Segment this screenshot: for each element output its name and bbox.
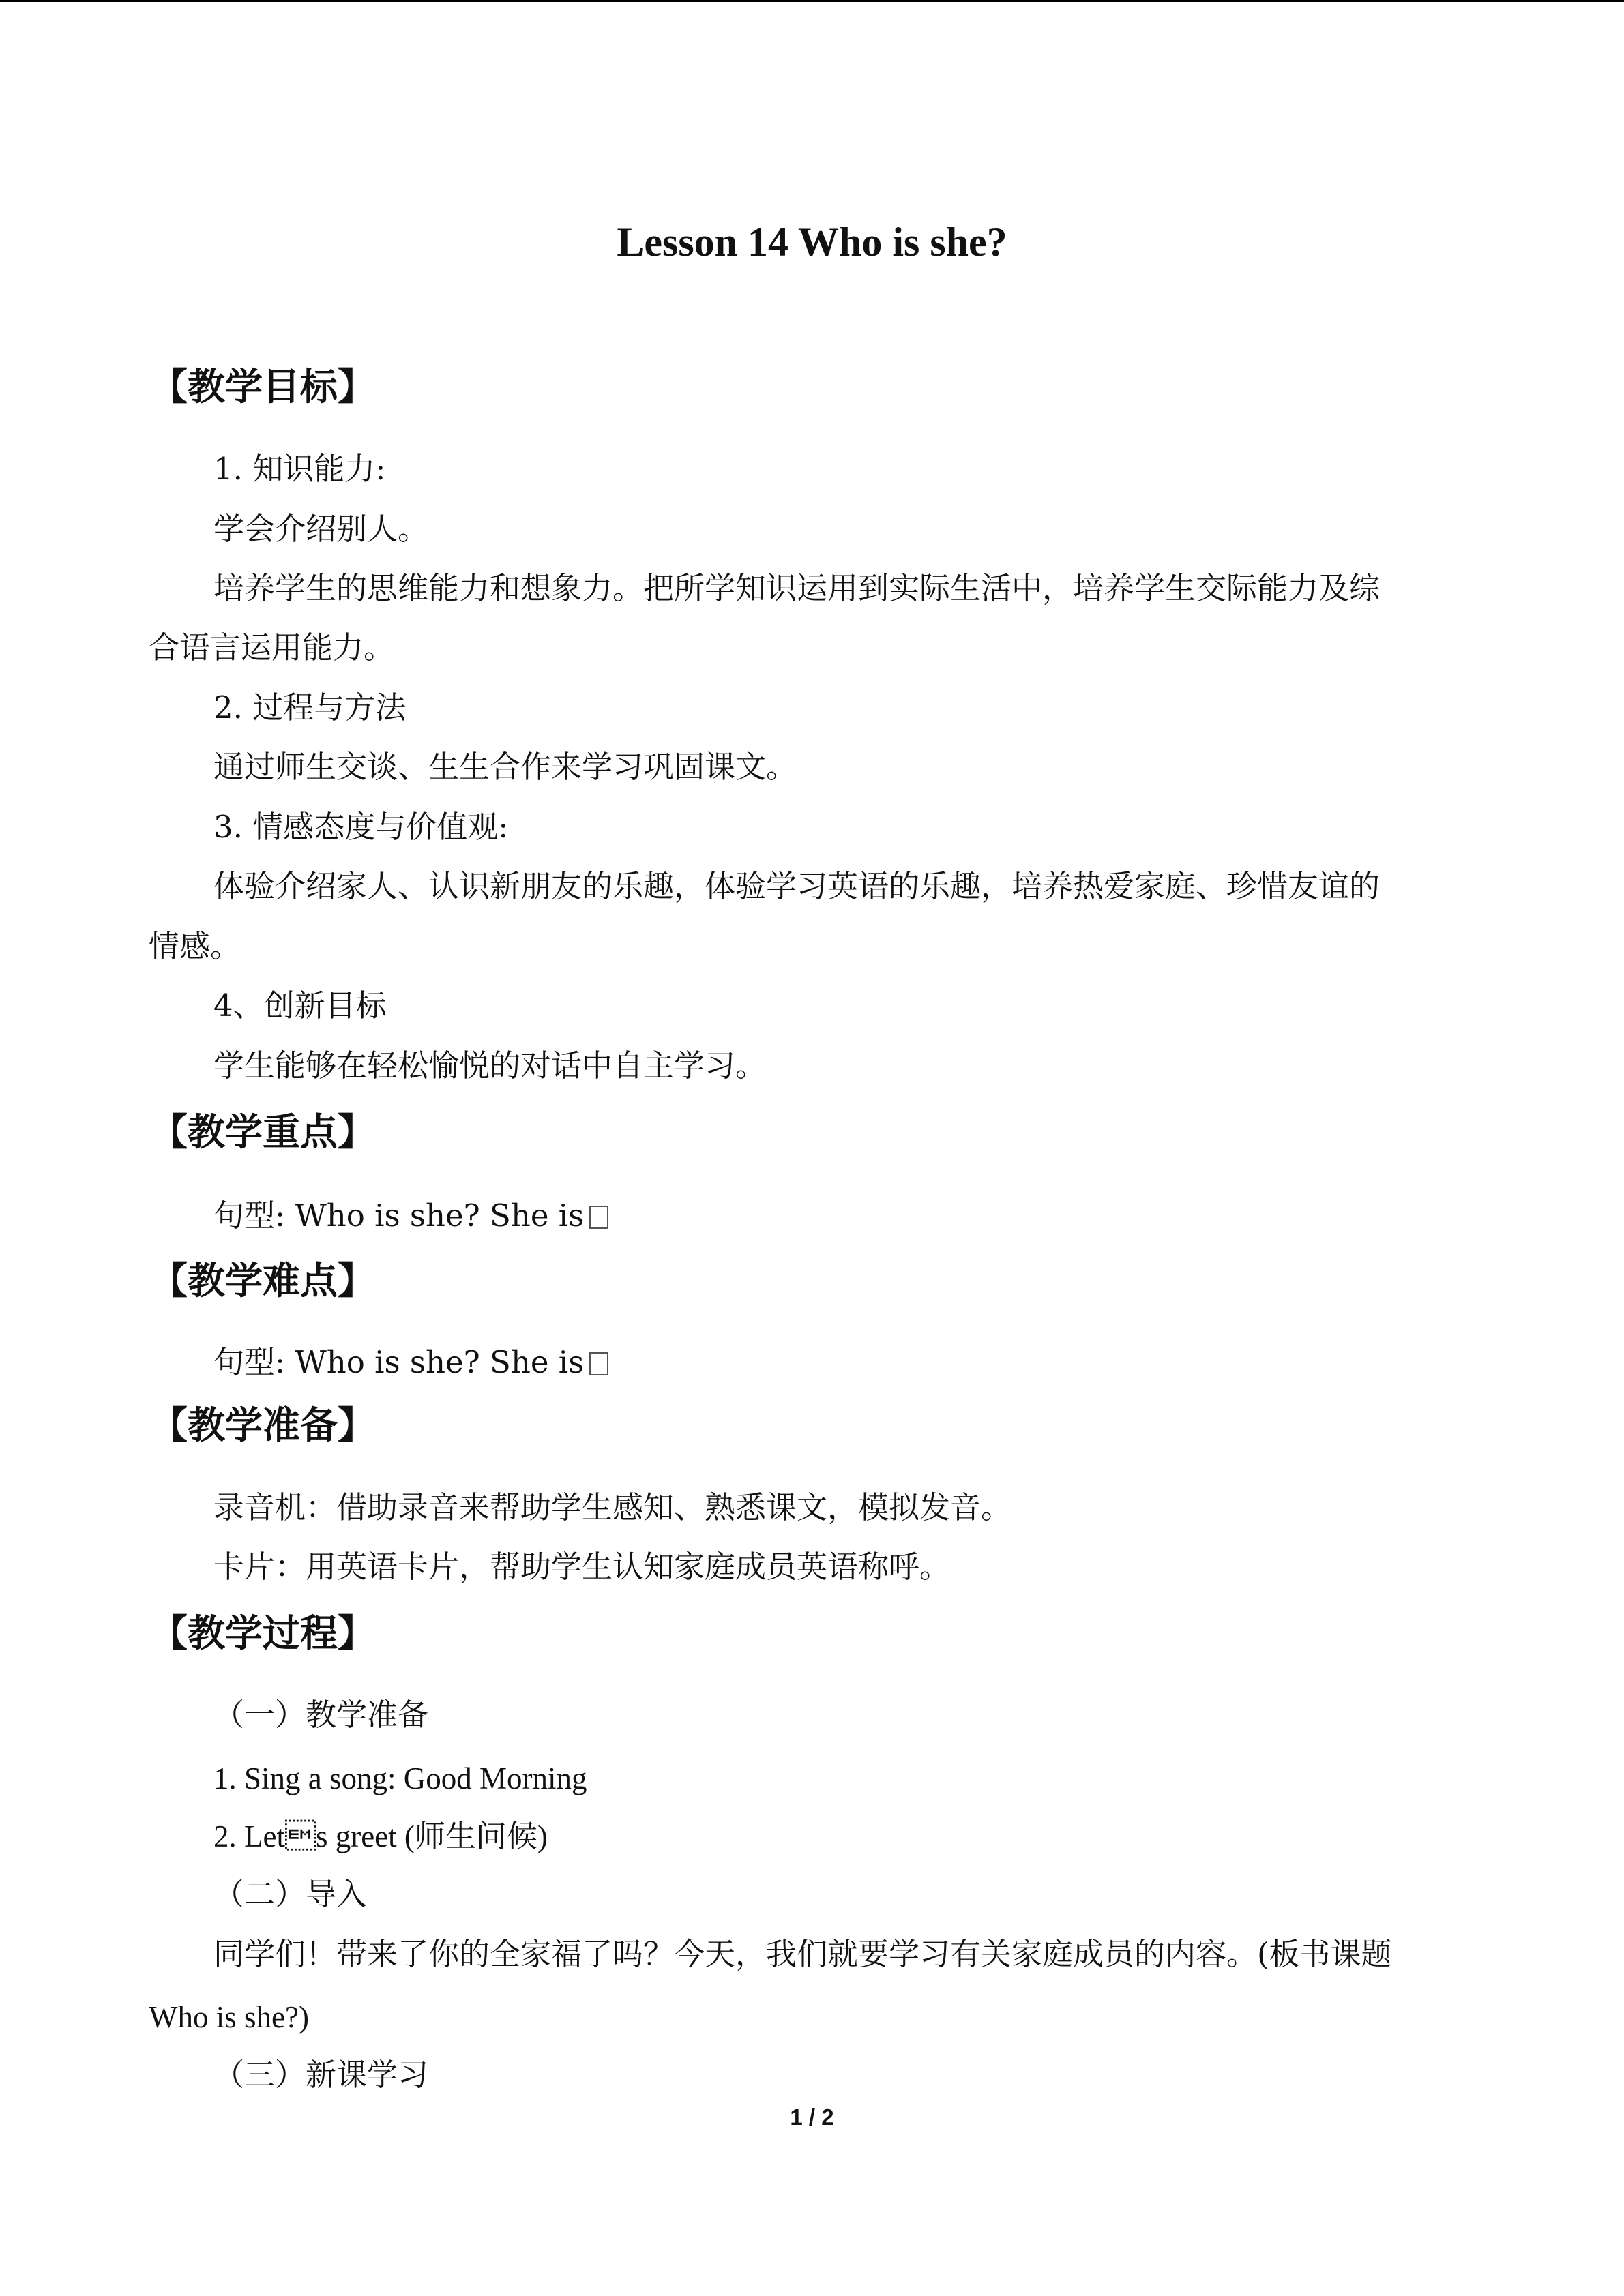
objective-item-3-paragraph-cont: 情感。 [149,928,241,964]
preparation-text-1: 录音机：借助录音来帮助学生感知、熟悉课文，模拟发音。 [213,1489,1012,1525]
objective-item-3-label: 3. 情感态度与价值观: [213,809,509,845]
section-heading-key-points: 【教学重点】 [150,1109,376,1154]
section-heading-difficulties: 【教学难点】 [150,1258,376,1302]
difficulties-text: 句型: Who is she? She is [213,1344,585,1380]
section-heading-process: 【教学过程】 [150,1611,376,1655]
objective-item-2-label: 2. 过程与方法 [213,689,407,726]
difficulties-row [213,1332,1624,1393]
process-step-2-label: （二）导入 [213,1876,368,1912]
page-number: 1 / 2 [790,2104,834,2130]
process-step-1-item-2: 2. Lets greet (师生问候) [213,1819,548,1853]
process-step-2-paragraph-cont: Who is she?) [149,2000,309,2034]
process-step-1-label: （一）教学准备 [213,1697,429,1733]
objective-item-3-paragraph: 体验介绍家人、认识新朋友的乐趣，体验学习英语的乐趣，培养热爱家庭、珍惜友谊的 [213,868,1381,904]
process-step-2-paragraph: 同学们！带来了你的全家福了吗？今天，我们就要学习有关家庭成员的内容。(板书课题 [213,1936,1392,1972]
objective-item-2-text: 通过师生交谈、生生合作来学习巩固课文。 [213,749,797,785]
objective-item-1-paragraph-cont: 合语言运用能力。 [149,629,395,666]
process-step-3-label: （三）新课学习 [213,2057,429,2093]
placeholder-box-icon [589,1206,608,1229]
objective-item-1-paragraph: 培养学生的思维能力和想象力。把所学知识运用到实际生活中，培养学生交际能力及综 [213,570,1381,606]
placeholder-box-icon [589,1352,608,1375]
objective-item-1-label: 1. 知识能力: [213,451,386,487]
objective-item-1-text: 学会介绍别人。 [213,511,429,547]
lesson-title: Lesson 14 Who is she? [617,220,1007,265]
key-points-text: 句型: Who is she? She is [213,1197,585,1234]
top-border-line [0,0,1624,2]
preparation-text-2: 卡片：用英语卡片，帮助学生认知家庭成员英语称呼。 [213,1549,951,1585]
objective-item-4-text: 学生能够在轻松愉悦的对话中自主学习。 [213,1047,767,1084]
section-heading-preparation: 【教学准备】 [150,1403,376,1447]
key-points-row [213,1185,1624,1247]
process-step-1-item-1: 1. Sing a song: Good Morning [213,1761,587,1795]
section-heading-objectives: 【教学目标】 [150,364,376,408]
objective-item-4-label: 4、创新目标 [213,987,387,1024]
